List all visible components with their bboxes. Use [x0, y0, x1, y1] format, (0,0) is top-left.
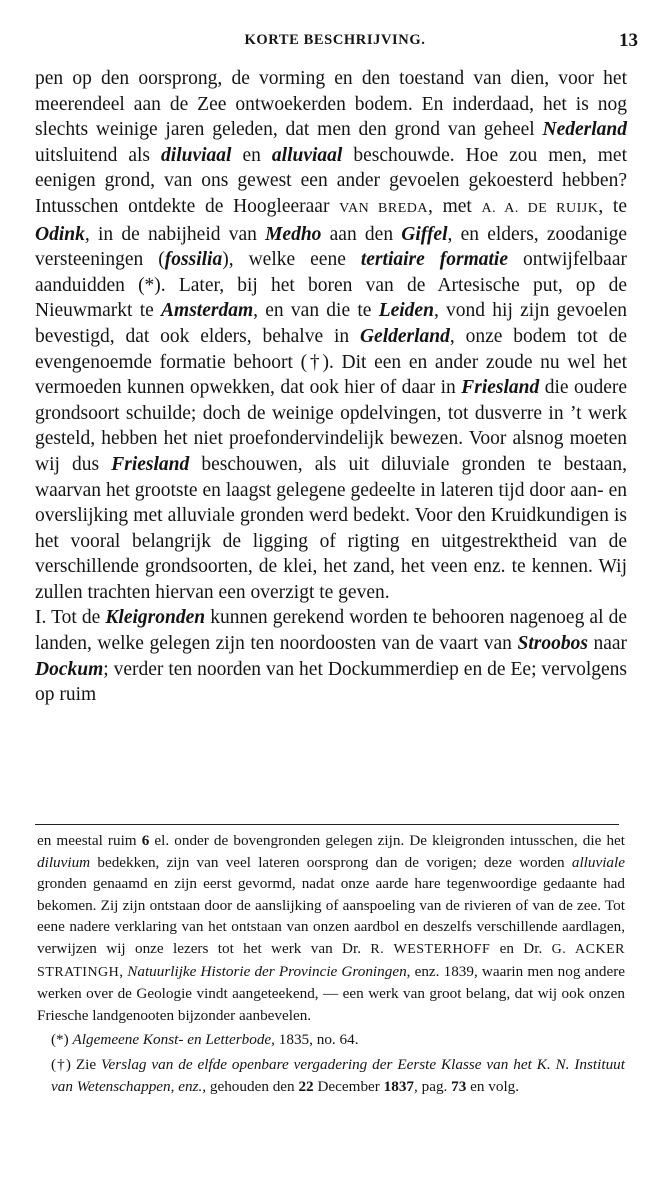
text-run: die oudere grondsoort schuilde; doch de weinige opdelvingen, tot dusverre in ’t werk gesteld, hebben het niet proefondervindelijk bewezen. Voor alsnog moeten wij dus — [35, 377, 627, 475]
footnote-dagger — [37, 1054, 625, 1097]
emphasis-text: diluviaal — [161, 144, 232, 166]
emphasis-text: Friesland — [111, 453, 190, 475]
text-run: I. Tot de — [35, 607, 106, 629]
italic-text: Verslag van de elfde openbare vergadering der Eerste Klasse van het K. N. Instituut van Wetenschappen — [51, 1055, 625, 1095]
body-text — [35, 66, 627, 708]
footnote-divider — [35, 824, 619, 825]
emphasis-text: Kleigronden — [105, 607, 206, 629]
text-run: , pag. — [414, 1077, 452, 1095]
emphasis-text: Dockum — [35, 658, 104, 680]
page-number: 13 — [619, 30, 638, 51]
emphasis-text: Odink — [35, 223, 85, 245]
text-run: aan den — [321, 223, 402, 245]
paragraph — [35, 605, 627, 707]
text-run: beschouwde. Hoe zou men, met eenigen grond, van ons gewest een ander gevoelen gekoesterd hebben? Intusschen ontdekte de Hoogleeraar — [35, 144, 628, 217]
footnote-continued — [37, 830, 625, 1026]
emphasis-text: Friesland — [461, 377, 540, 399]
person-name: VAN BREDA — [339, 200, 428, 216]
text-run: ontwijfelbaar aanduidden (*). Later, bij het boren van de Artesische put, op de Nieuwmarkt te — [35, 249, 627, 322]
text-run: ; verder ten noorden van het Dockummerdiep en de Ee; vervolgens op ruim — [35, 658, 627, 706]
emphasis-text: Gelderland — [359, 325, 450, 347]
emphasis-text: alluviaal — [271, 144, 343, 166]
emphasis-text: Giffel — [401, 223, 448, 245]
text-run: , en elders, zoodanige versteeningen ( — [35, 223, 627, 271]
bold-number: 6 — [141, 832, 150, 849]
text-run: uitsluitend als — [35, 144, 162, 166]
running-head: KORTE BESCHRIJVING. — [244, 32, 426, 48]
person-name: A. A. DE RUIJK — [481, 200, 599, 216]
bold-number: 1837 — [383, 1077, 415, 1095]
text-run: December — [313, 1077, 384, 1095]
text-run: , en van die te — [253, 300, 379, 322]
emphasis-text: Stroobos — [517, 633, 588, 655]
text-run: pen op den oorsprong, de vorming en den toestand van dien, voor het meerendeel aan de Zee ontwoekerden bodem. En inderdaad, het is nog slechts weinige jaren geleden, dat men den grond van geheel — [35, 68, 627, 141]
text-run: , te — [598, 195, 628, 217]
text-run: , enz. 1839, waarin men nog andere werken over de Geologie vindt aangeteekend, — een werk van groot belang, dat wij ook onzen Friesche landgenooten bijzonder aanbevelen. — [37, 962, 626, 1024]
text-run: naar — [587, 633, 628, 655]
emphasis-text: Nederland — [542, 119, 627, 141]
paragraph — [35, 66, 627, 605]
person-name: G. ACKER STRATINGH — [37, 941, 625, 980]
italic-text: Algemeene Konst- en Letterbode — [72, 1031, 272, 1049]
text-run: kunnen gerekend worden te behooren nagenoeg al de landen, welke gelegen zijn ten noordoosten van de vaart van — [35, 607, 628, 655]
italic-text: Natuurlijke Historie der Provincie Groningen — [127, 962, 407, 980]
footnotes — [37, 830, 625, 1097]
text-run: , — [170, 1077, 179, 1095]
text-run: , vond hij zijn gevoelen bevestigd, dat ook elders, behalve in — [35, 300, 627, 347]
bold-number: 22 — [298, 1077, 314, 1095]
page-header — [30, 30, 640, 54]
text-run: , in de nabijheid van — [84, 223, 266, 245]
emphasis-text: Medho — [265, 223, 322, 245]
text-run: , met — [428, 195, 482, 217]
text-run: en Dr. — [490, 939, 552, 957]
text-run: en volg. — [466, 1077, 520, 1095]
text-run: , 1835, no. 64. — [271, 1031, 359, 1049]
emphasis-text: tertiaire formatie — [360, 249, 509, 271]
text-run: en — [231, 144, 272, 166]
person-name: R. WESTERHOFF — [370, 941, 491, 957]
emphasis-text: Leiden — [378, 300, 434, 322]
text-run: bedekken, zijn van veel lateren oorsprong dan de vorigen; deze worden — [90, 853, 572, 871]
italic-text: alluviale — [571, 853, 625, 871]
italic-text: enz. — [178, 1077, 203, 1095]
emphasis-text: fossilia — [164, 249, 223, 271]
text-run: , — [119, 962, 128, 980]
text-run: ), welke eene — [222, 249, 361, 271]
text-run: el. onder de bovengronden gelegen zijn. De kleigronden intusschen, die het — [149, 832, 625, 849]
text-run: (†) Zie — [51, 1055, 101, 1073]
text-run: , onze bodem tot de evengenoemde formatie behoort (†). Dit een en ander zoude nu wel het vermoeden kunnen opwekken, dat ook hier of daar in — [35, 325, 628, 399]
text-run: beschouwen, als uit diluviale gronden te bestaan, waarvan het grootste en laagst gelegene gedeelte in lateren tijd door aan- en overslijking met alluviale gronden werd bedekt. Voor den Kruidkundigen is het vooral belangrijk de ligging of rigting en uitgestrektheid van de verschillende grondsoorten, de klei, het zand, het veen enz. te kennen. Wij zullen trachten hiervan een overzigt te geven. — [35, 453, 627, 603]
italic-text: diluvium — [37, 853, 91, 871]
footnote-star — [37, 1029, 625, 1051]
emphasis-text: Amsterdam — [161, 300, 254, 322]
text-run: , gehouden den — [202, 1077, 299, 1095]
bold-number: 73 — [451, 1077, 467, 1095]
text-run: (*) — [51, 1031, 73, 1049]
text-run: en meestal ruim — [37, 832, 142, 849]
text-run: gronden genaamd en zijn eerst gevormd, nadat onze aarde hare tegenwoordige gedaante had bekomen. Zij zijn ontstaan door de aanslijking of aanspoeling van de rivieren of van de zee. Tot eene nadere verklaring van het ontstaan van onzen aardbol en deszelfs verschillende aardlagen, verwijzen wij onze lezers tot het werk van Dr. — [37, 875, 625, 957]
